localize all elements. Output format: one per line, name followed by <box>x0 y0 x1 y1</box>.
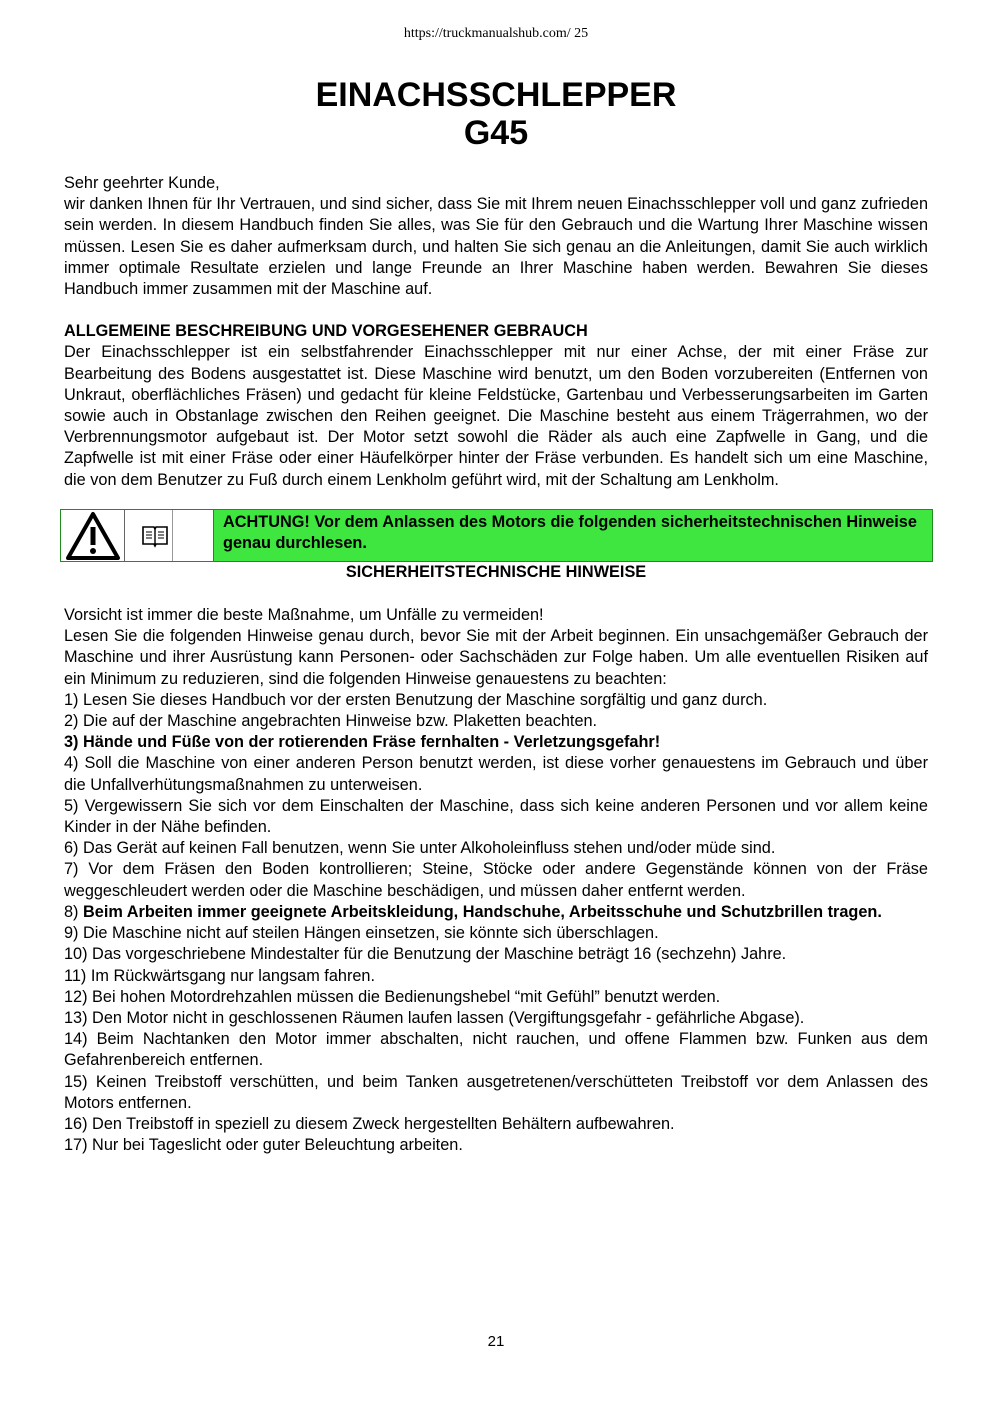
safety-item <box>64 1029 928 1071</box>
safety-item-text: 4) Soll die Maschine von einer anderen Person benutzt werden, ist diese vorher genauestens im Gebrauch und über die Unfallverhütungsmaßnahmen zu unterweisen. <box>64 754 928 794</box>
safety-item <box>64 753 928 795</box>
warning-box <box>60 509 933 562</box>
safety-item-prefix: 8) <box>64 902 84 921</box>
safety-item-text: 14) Beim Nachtanken den Motor immer abschalten, nicht rauchen, und offene Flammen bzw. Funken aus dem Gefahrenbereich entfernen. <box>64 1030 928 1070</box>
safety-item <box>64 944 928 965</box>
section-heading-general: ALLGEMEINE BESCHREIBUNG UND VORGESEHENER GEBRAUCH <box>64 322 588 341</box>
title-line-2: G45 <box>463 114 529 152</box>
safety-item <box>64 838 928 859</box>
safety-item <box>64 966 928 987</box>
general-description-paragraph: Der Einachsschlepper ist ein selbstfahrender Einachsschlepper mit nur einer Achse, der mit einer Fräse zur Bearbeitung des Bodens ausgestattet ist. Diese Maschine wird benutzt, um den Boden vorzubereiten (Entfernen von Unkraut, oberflächliches Fräsen) und gedacht für kleine Feldstücke, Gartenbau und Verbesserungsarbeiten im Garten sowie auch in Obstanlage zwischen den Reihen geeignet. Die Maschine besteht aus einem Trägerrahmen, wo der Verbrennungsmotor aufgebaut ist. Der Motor setzt sowohl die Räder als auch eine Zapfwelle in Gang, und die Zapfwelle ist mit einer Fräse oder einer Häufelkörper hinter der Fräse verbunden. Es handelt sich um eine Maschine, die von dem Benutzer zu Fuß durch einem Lenkholm geführt wird, mit der Schaltung am Lenkholm. <box>64 343 928 489</box>
page-number: 21 <box>487 1333 505 1350</box>
safety-item-text: 6) Das Gerät auf keinen Fall benutzen, wenn Sie unter Alkoholeinfluss stehen und/oder müde sind. <box>64 839 776 858</box>
source-url: https://truckmanualshub.com/ 25 <box>403 26 589 41</box>
warning-triangle-icon <box>65 511 121 561</box>
safety-item <box>64 690 928 711</box>
safety-intro-2: Lesen Sie die folgenden Hinweise genau durch, bevor Sie mit der Arbeit beginnen. Ein unsachgemäßer Gebrauch der Maschine und ihrer Ausrüstung kann Personen- oder Sachschäden zur Folge haben. Um alle eventuellen Risiken auf ein Minimum zu reduzieren, sind die folgenden Hinweise genauestens zu beachten: <box>64 627 928 688</box>
intro-paragraph: wir danken Ihnen für Ihr Vertrauen, und sind sicher, dass Sie mit Ihrem neuen Einachsschlepper voll und ganz zufrieden sein werden. In diesem Handbuch finden Sie alles, was Sie für den Gebrauch und die Wartung Ihrer Maschine wissen müssen. Lesen Sie es daher aufmerksam durch, und halten Sie sich genau an die Anleitungen, damit Sie auch wirklich immer optimale Resultate erzielen und lange Freunde an Ihrer Maschine haben werden. Bewahren Sie dieses Handbuch immer zusammen mit der Maschine auf. <box>64 195 928 299</box>
safety-item-text: 15) Keinen Treibstoff verschütten, und beim Tanken ausgetretenen/verschütteten Treibstoff vor dem Anlassen des Motors entfernen. <box>64 1072 928 1112</box>
safety-item <box>64 1008 928 1029</box>
safety-item-text: 12) Bei hohen Motordrehzahlen müssen die Bedienungshebel “mit Gefühl” benutzt werden. <box>64 987 721 1006</box>
safety-item <box>64 1114 928 1135</box>
safety-item <box>64 732 928 753</box>
safety-item-text: Beim Arbeiten immer geeignete Arbeitskleidung, Handschuhe, Arbeitsschuhe und Schutzbrillen tragen. <box>83 902 882 921</box>
title-line-1: EINACHSSCHLEPPER <box>315 76 677 114</box>
safety-item-text: 17) Nur bei Tageslicht oder guter Beleuchtung arbeiten. <box>64 1136 463 1155</box>
safety-item-text: 13) Den Motor nicht in geschlossenen Räumen laufen lassen (Vergiftungsgefahr - gefährliche Abgase). <box>64 1008 805 1027</box>
warning-text: ACHTUNG! Vor dem Anlassen des Motors die folgenden sicherheitstechnischen Hinweise genau durchlesen. <box>223 512 917 553</box>
safety-item <box>64 1072 928 1114</box>
warning-icons <box>61 510 214 561</box>
safety-item-text: 10) Das vorgeschriebene Mindestalter für die Benutzung der Maschine beträgt 16 (sechzehn) Jahre. <box>64 945 787 964</box>
safety-item-text: 16) Den Treibstoff in speziell zu diesem Zweck hergestellten Behältern aufbewahren. <box>64 1114 675 1133</box>
safety-item <box>64 987 928 1008</box>
safety-item-text: 7) Vor dem Fräsen den Boden kontrollieren; Steine, Stöcke oder andere Gegenstände können von der Fräse weggeschleudert werden oder die Maschine beschädigen, und müssen daher entfernt werden. <box>64 860 928 900</box>
safety-intro-1: Vorsicht ist immer die beste Maßnahme, um Unfälle zu vermeiden! <box>64 606 544 625</box>
manual-book-icon <box>141 524 169 548</box>
safety-item <box>64 796 928 838</box>
safety-item <box>64 711 928 732</box>
safety-list <box>64 690 928 1156</box>
safety-item <box>64 902 928 923</box>
safety-item-text: 2) Die auf der Maschine angebrachten Hinweise bzw. Plaketten beachten. <box>64 712 598 731</box>
safety-item <box>64 1135 928 1156</box>
safety-item-text: 11) Im Rückwärtsgang nur langsam fahren. <box>64 966 375 985</box>
safety-item-text: 9) Die Maschine nicht auf steilen Hängen einsetzen, sie könnte sich überschlagen. <box>64 924 659 943</box>
document-title <box>0 76 992 152</box>
document-body <box>64 173 928 1156</box>
section-heading-safety: SICHERHEITSTECHNISCHE HINWEISE <box>345 562 647 581</box>
intro-greeting: Sehr geehrter Kunde, <box>64 174 220 192</box>
safety-item-text: 5) Vergewissern Sie sich vor dem Einschalten der Maschine, dass sich keine anderen Personen und vor allem keine Kinder in der Nähe befinden. <box>64 796 928 837</box>
safety-item-text: 3) Hände und Füße von der rotierenden Fräse fernhalten - Verletzungsgefahr! <box>64 733 661 752</box>
safety-item-text: 1) Lesen Sie dieses Handbuch vor der ersten Benutzung der Maschine sorgfältig und ganz durch. <box>64 690 768 709</box>
safety-item <box>64 859 928 901</box>
safety-item <box>64 923 928 944</box>
